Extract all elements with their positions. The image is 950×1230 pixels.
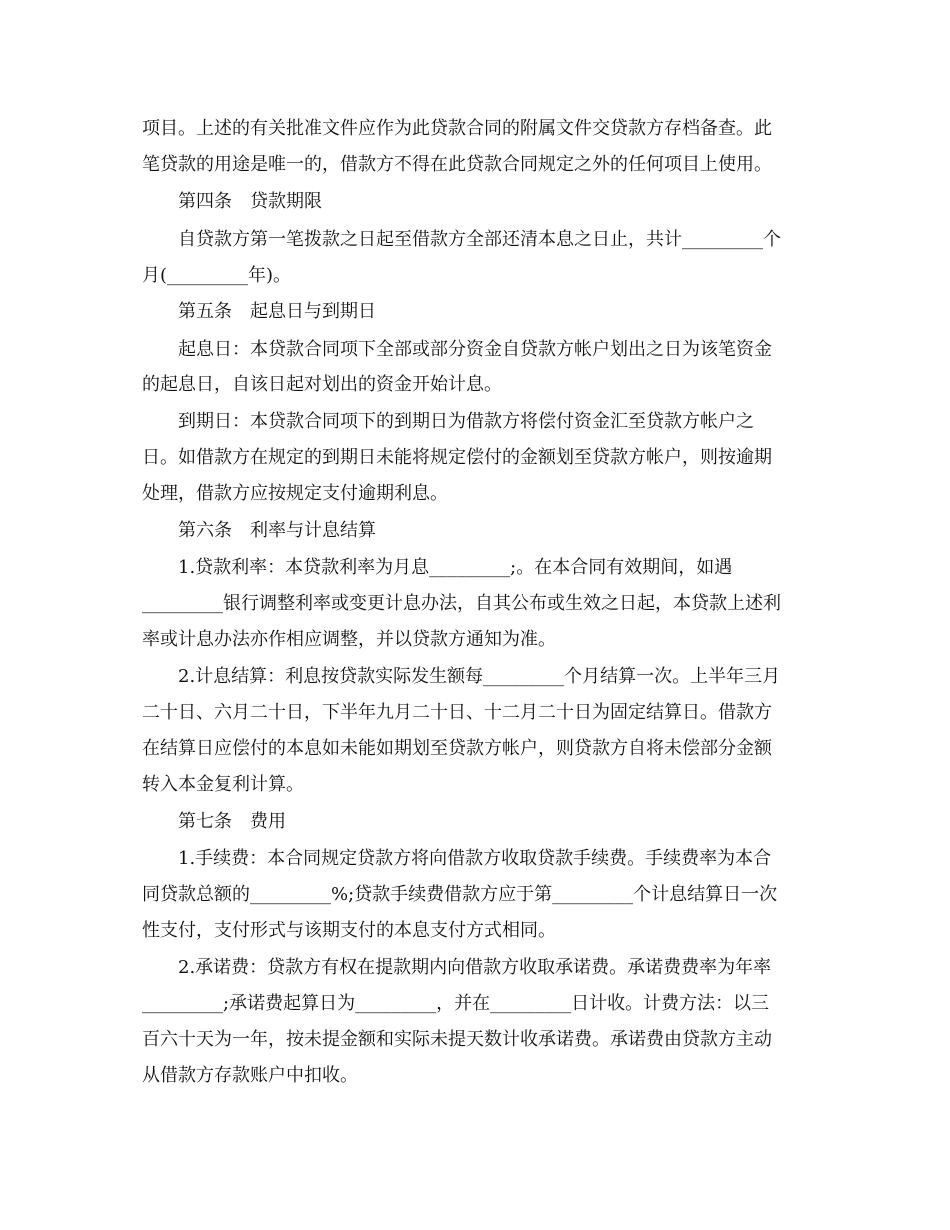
text-line: 月(_________年)。 — [142, 265, 292, 286]
text-line: 从借款方存款账户中扣收。 — [142, 1065, 358, 1086]
text-line: 在结算日应偿付的本息如未能如期划至贷款方帐户，则贷款方自将未偿部分金额 — [142, 738, 772, 759]
text-line: 同贷款总额的_________%;贷款手续费借款方应于第_________个计息结算日一次 — [142, 884, 778, 905]
text-line: 日。如借款方在规定的到期日未能将规定偿付的金额划至贷款方帐户，则按逾期 — [142, 447, 772, 468]
text-line: 1.手续费：本合同规定贷款方将向借款方收取贷款手续费。手续费率为本合 — [178, 848, 772, 869]
text-line: 2.承诺费：贷款方有权在提款期内向借款方收取承诺费。承诺费费率为年率 — [178, 957, 772, 978]
text-line: 到期日：本贷款合同项下的到期日为借款方将偿付资金汇至贷款方帐户之 — [178, 411, 754, 432]
section-heading-article-7: 第七条 费用 — [178, 811, 286, 832]
text-line: _________;承诺费起算日为_________，并在_________日计收。计费方法：以三 — [142, 993, 770, 1014]
text-line: 的起息日，自该日起对划出的资金开始计息。 — [142, 374, 502, 395]
text-line: _________银行调整利率或变更计息办法，自其公布或生效之日起，本贷款上述利 — [142, 593, 781, 614]
section-heading-article-4: 第四条 贷款期限 — [178, 191, 322, 212]
text-line: 笔贷款的用途是唯一的，借款方不得在此贷款合同规定之外的任何项目上使用。 — [142, 154, 772, 175]
text-line: 1.贷款利率：本贷款利率为月息_________;。在本合同有效期间，如遇 — [178, 557, 733, 578]
section-heading-article-6: 第六条 利率与计息结算 — [178, 520, 376, 541]
text-line: 2.计息结算：利息按贷款实际发生额每_________个月结算一次。上半年三月 — [178, 666, 781, 687]
text-line: 起息日：本贷款合同项下全部或部分资金自贷款方帐户划出之日为该笔资金 — [178, 339, 772, 360]
text-line: 性支付，支付形式与该期支付的本息支付方式相同。 — [142, 920, 556, 941]
section-heading-article-5: 第五条 起息日与到期日 — [178, 301, 376, 322]
text-line: 二十日、六月二十日，下半年九月二十日、十二月二十日为固定结算日。借款方 — [142, 702, 772, 723]
text-line: 百六十天为一年，按未提金额和实际未提天数计收承诺费。承诺费由贷款方主动 — [142, 1029, 772, 1050]
text-line: 转入本金复利计算。 — [142, 774, 304, 795]
text-line: 自贷款方第一笔拨款之日起至借款方全部还清本息之日止，共计_________个 — [178, 229, 781, 250]
text-line: 项目。上述的有关批准文件应作为此贷款合同的附属文件交贷款方存档备查。此 — [142, 118, 772, 139]
text-line: 处理，借款方应按规定支付逾期利息。 — [142, 483, 448, 504]
text-line: 率或计息办法亦作相应调整，并以贷款方通知为准。 — [142, 629, 556, 650]
